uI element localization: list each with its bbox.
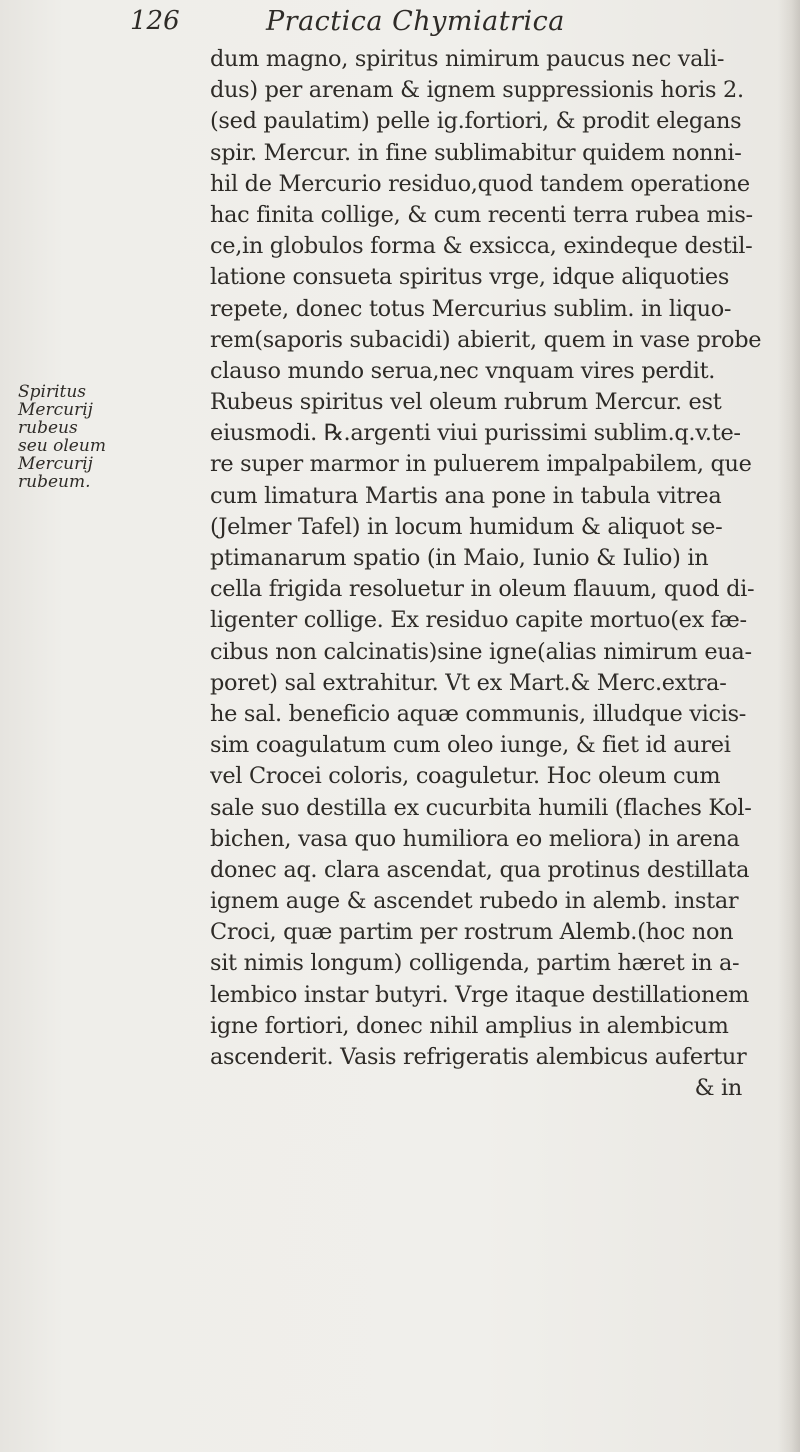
text-line: bichen, vasa quo humiliora eo meliora) in arena [210,825,740,852]
text-line: he sal. beneficio aquæ communis, illudque vicis- [210,700,747,727]
text-line: ptimanarum spatio (in Maio, Iunio & Iulio) in [210,545,709,571]
text-line: vel Crocei coloris, coaguletur. Hoc oleum cum [210,763,721,790]
page-edge-shadow [778,0,800,1452]
marginal-note [18,383,110,491]
text-line: dus) per arenam & ignem suppressionis horis 2. [210,77,744,104]
catchword: & in [694,1075,742,1102]
text-line: sit nimis longum) colligenda, partim hæret in a- [210,950,740,977]
text-line: sale suo destilla ex cucurbita humili (flaches Kol- [210,794,752,821]
text-line: re super marmor in puluerem impalpabilem, que [210,451,752,478]
text-line: (sed paulatim) pelle ig.fortiori, & prodit elegans [210,108,742,135]
text-line: spir. Mercur. in fine sublimabitur quidem nonni- [210,139,742,166]
marginal-note-line: rubeus [18,418,78,438]
text-line: repete, donec totus Mercurius sublim. in liquo- [210,295,732,322]
marginal-note-line: seu oleum [18,436,106,456]
text-line: ce,in globulos forma & exsicca, exindeque destil- [210,233,753,260]
text-line: donec aq. clara ascendat, qua protinus destillata [210,856,750,883]
text-line: eiusmodi. ℞.argenti viui purissimi sublim.q.v.te- [210,420,741,447]
marginal-note-line: Mercurij [18,400,93,420]
marginal-note-line: Spiritus [18,382,87,402]
marginal-note-line: rubeum. [18,472,91,492]
text-line: hac finita collige, & cum recenti terra rubea mis- [210,201,753,228]
text-line: cibus non calcinatis)sine igne(alias nimirum eua- [210,638,752,665]
text-line: ligenter collige. Ex residuo capite mortuo(ex fæ- [210,607,747,634]
text-line: (Jelmer Tafel) in locum humidum & aliquot se- [210,513,723,540]
text-line: Rubeus spiritus vel oleum rubrum Mercur. est [210,389,722,416]
page-header [130,6,690,42]
text-line: poret) sal extrahitur. Vt ex Mart.& Merc.extra- [210,669,727,696]
running-title: Practica Chymiatrica [266,6,565,37]
text-line: ignem auge & ascendet rubedo in alemb. instar [210,888,739,915]
text-line: igne fortiori, donec nihil amplius in alembicum [210,1012,729,1039]
text-line: dum magno, spiritus nimirum paucus nec vali- [210,46,725,72]
text-line: latione consueta spiritus vrge, idque aliquoties [210,264,730,291]
page-number: 126 [130,6,180,36]
text-line: Croci, quæ partim per rostrum Alemb.(hoc non [210,919,734,946]
body-text [210,44,770,1104]
text-line: ascenderit. Vasis refrigeratis alembicus aufertur [210,1044,747,1070]
text-line: clauso mundo serua,nec vnquam vires perdit. [210,357,716,384]
text-line: cum limatura Martis ana pone in tabula vitrea [210,482,722,509]
text-line: hil de Mercurio residuo,quod tandem operatione [210,170,750,197]
text-line: cella frigida resoluetur in oleum flauum, quod di- [210,576,755,603]
marginal-note-line: Mercurij [18,454,93,474]
text-line: lembico instar butyri. Vrge itaque destillationem [210,981,749,1008]
text-line: rem(saporis subacidi) abierit, quem in vase probe [210,326,762,353]
text-line: sim coagulatum cum oleo iunge, & fiet id aurei [210,732,731,759]
